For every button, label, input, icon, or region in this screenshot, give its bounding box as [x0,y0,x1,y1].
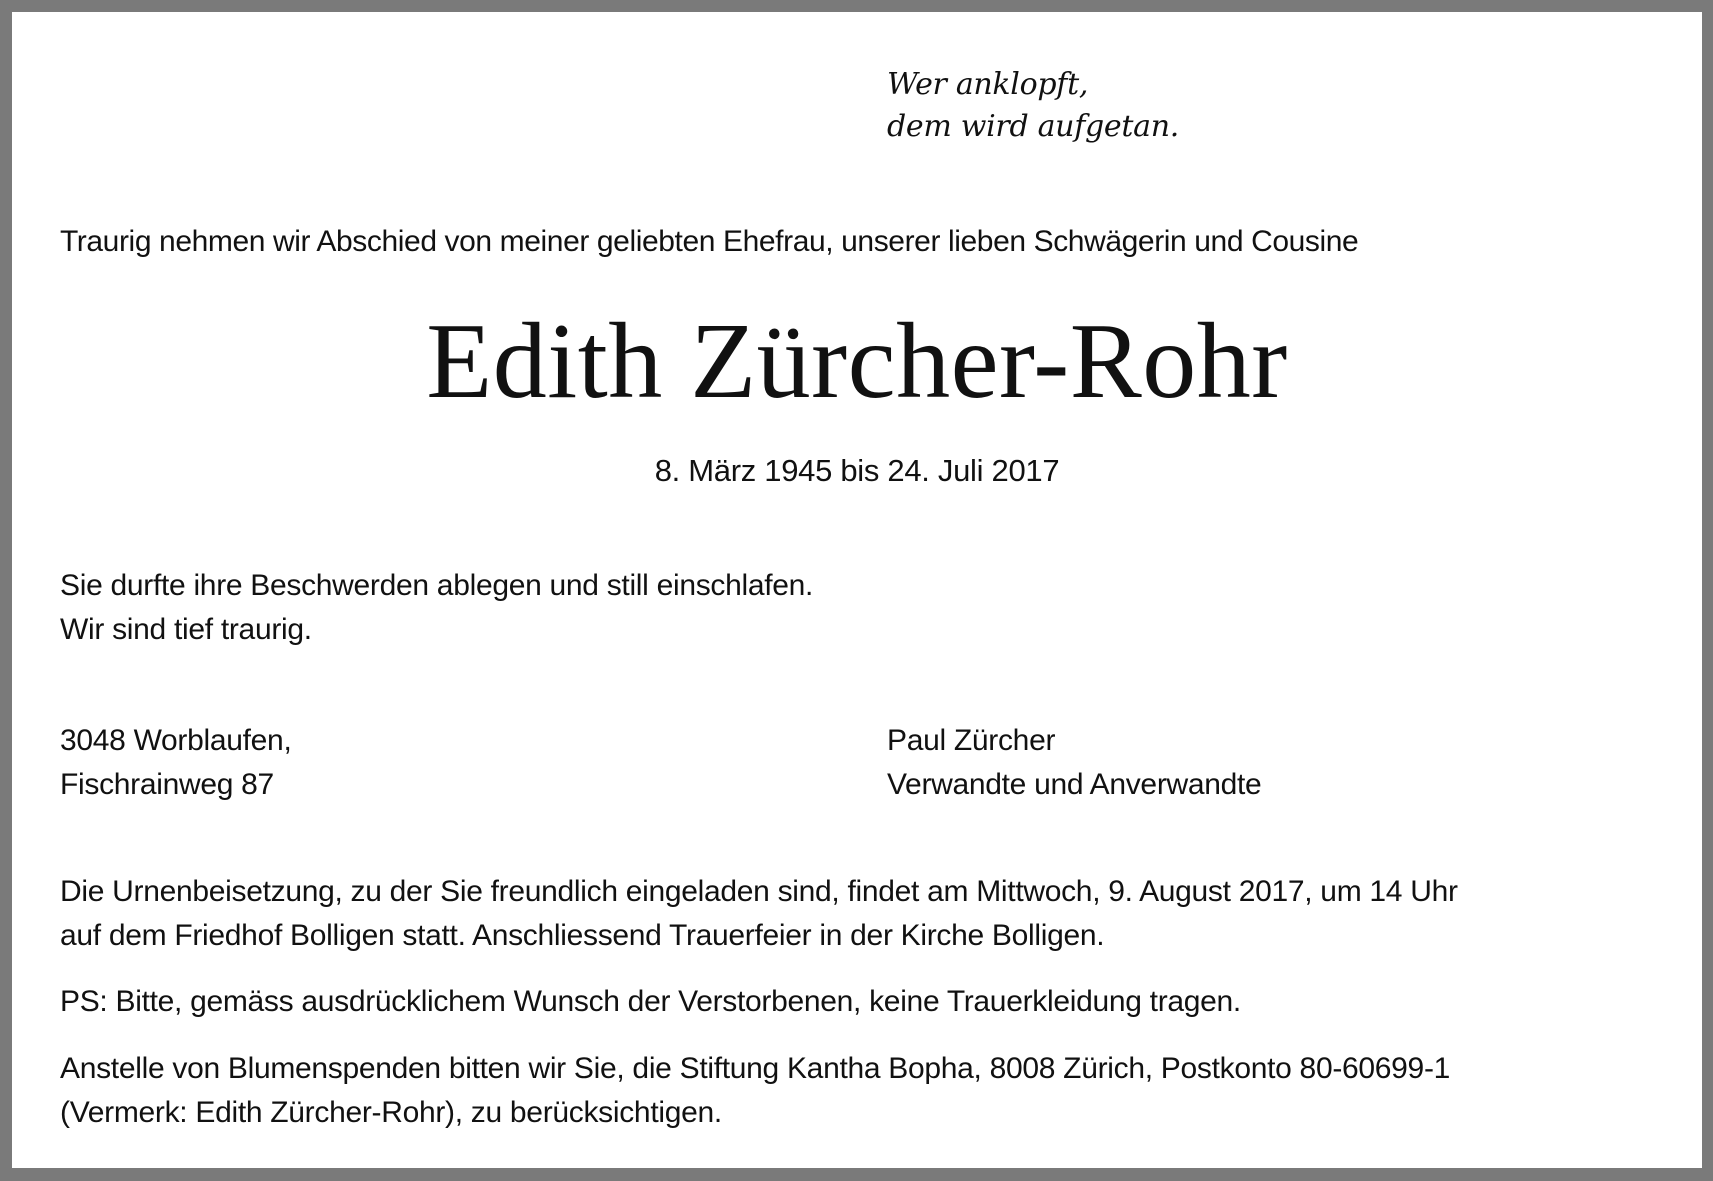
farewell-line-2: Wir sind tief traurig. [60,613,312,646]
motto-line-2: dem wird aufgetan. [887,109,1179,144]
address-line-2: Fischrainweg 87 [60,768,274,801]
mourner-relatives: Verwandte und Anverwandte [887,768,1262,801]
obituary-notice [12,12,1702,1168]
address-line-1: 3048 Worblaufen, [60,724,292,757]
family-address [60,719,291,807]
burial-information [60,870,1680,958]
intro-text: Traurig nehmen wir Abschied von meiner geliebten Ehefrau, unserer lieben Schwägerin und Cousine [60,225,1359,258]
postscript-text: PS: Bitte, gemäss ausdrücklichem Wunsch der Verstorbenen, keine Trauerkleidung tragen. [60,985,1241,1018]
motto-line-1: Wer anklopft, [887,67,1089,102]
donation-line-1: Anstelle von Blumenspenden bitten wir Sie, die Stiftung Kantha Bopha, 8008 Zürich, Postkonto 80-60699-1 [60,1052,1451,1085]
life-dates: 8. März 1945 bis 24. Juli 2017 [654,453,1060,488]
deceased-name: Edith Zürcher-Rohr [426,302,1288,421]
donation-information [60,1047,1680,1135]
mourner-name: Paul Zürcher [887,724,1056,757]
farewell-text [60,564,813,652]
mourners-list [887,719,1261,807]
farewell-line-1: Sie durfte ihre Beschwerden ablegen und still einschlafen. [60,569,814,602]
burial-line-1: Die Urnenbeisetzung, zu der Sie freundlich eingeladen sind, findet am Mittwoch, 9. August 2017, um 14 Uhr [60,875,1458,908]
burial-line-2: auf dem Friedhof Bolligen statt. Anschliessend Trauerfeier in der Kirche Bolligen. [60,919,1105,952]
motto-quote [887,64,1179,148]
donation-line-2: (Vermerk: Edith Zürcher-Rohr), zu berücksichtigen. [60,1096,722,1129]
